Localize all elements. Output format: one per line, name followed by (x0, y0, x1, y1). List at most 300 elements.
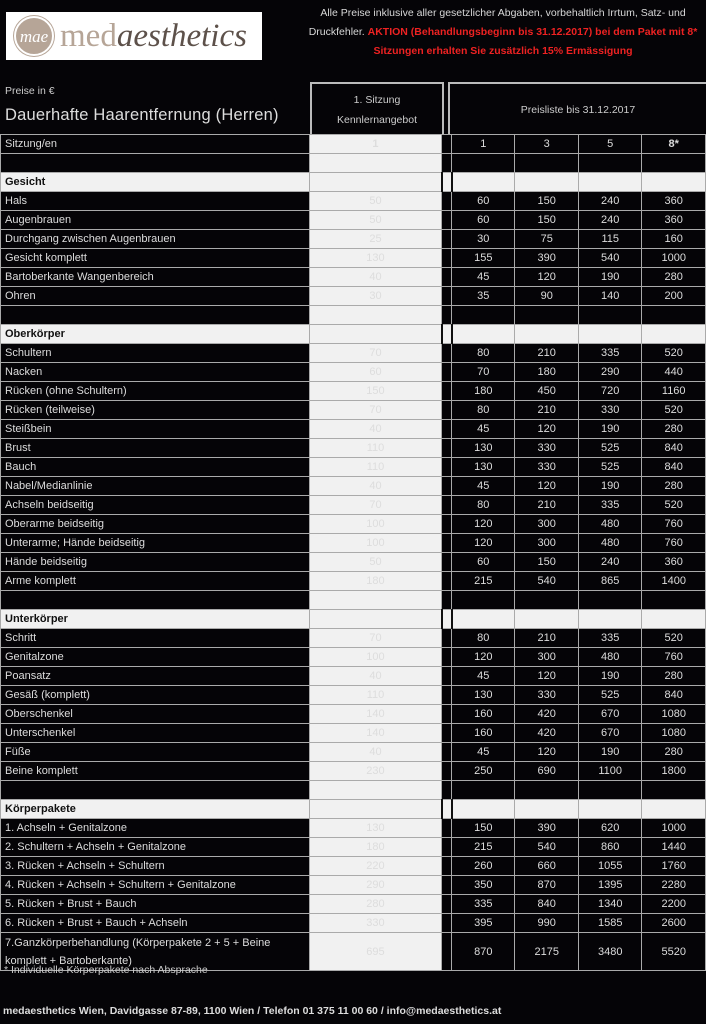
table-row (1, 553, 706, 572)
package-price: 120 (515, 420, 578, 439)
package-price: 840 (642, 686, 706, 705)
column-separator (442, 420, 452, 439)
table-row (1, 686, 706, 705)
package-price: 480 (578, 648, 641, 667)
package-price: 130 (452, 686, 515, 705)
empty-cell (452, 325, 515, 344)
treatment-name: Durchgang zwischen Augenbrauen (1, 230, 310, 249)
package-price: 525 (578, 439, 641, 458)
first-session-price: 180 (309, 572, 441, 591)
package-price: 1760 (642, 857, 706, 876)
column-separator (442, 477, 452, 496)
package-price: 80 (452, 496, 515, 515)
empty-cell (642, 610, 706, 629)
column-separator (442, 249, 452, 268)
empty-cell (515, 781, 578, 800)
spacer-row (1, 306, 706, 325)
package-price: 130 (452, 439, 515, 458)
empty-cell (578, 800, 641, 819)
logo-monogram-ae: ae (32, 26, 49, 46)
package-price: 280 (642, 420, 706, 439)
empty-cell (309, 306, 441, 325)
package-price: 80 (452, 401, 515, 420)
empty-cell (1, 154, 310, 173)
header-promo-text: Preisliste bis 31.12.2017 (520, 104, 636, 116)
package-price: 480 (578, 515, 641, 534)
package-price: 1080 (642, 705, 706, 724)
first-session-price: 40 (309, 667, 441, 686)
package-price: 240 (578, 553, 641, 572)
table-row (1, 629, 706, 648)
table-row (1, 648, 706, 667)
table-row (1, 838, 706, 857)
package-price: 190 (578, 420, 641, 439)
empty-cell (309, 781, 441, 800)
table-row (1, 876, 706, 895)
package-price: 860 (578, 838, 641, 857)
header-promo-pricelist (448, 82, 706, 134)
package-price: 440 (642, 363, 706, 382)
table-row (1, 401, 706, 420)
column-separator (442, 211, 452, 230)
spacer-row (1, 591, 706, 610)
treatment-name: Steißbein (1, 420, 310, 439)
column-separator (442, 306, 452, 325)
package-price: 870 (515, 876, 578, 895)
treatment-name: Bauch (1, 458, 310, 477)
column-separator (442, 458, 452, 477)
package-price: 760 (642, 515, 706, 534)
first-session-price: 40 (309, 420, 441, 439)
package-price: 290 (578, 363, 641, 382)
package-price: 155 (452, 249, 515, 268)
treatment-name: Gesicht komplett (1, 249, 310, 268)
package-price: 335 (578, 629, 641, 648)
logo-text-aesthetics: aesthetics (116, 17, 247, 54)
package-price: 1395 (578, 876, 641, 895)
empty-cell (452, 781, 515, 800)
package-price: 335 (578, 344, 641, 363)
package-price: 150 (452, 819, 515, 838)
section-title: Oberkörper (1, 325, 310, 344)
package-price: 480 (578, 534, 641, 553)
package-price: 520 (642, 401, 706, 420)
package-price: 390 (515, 249, 578, 268)
sessions-count: 3 (515, 135, 578, 154)
package-price: 1160 (642, 382, 706, 401)
column-separator (442, 724, 452, 743)
package-price: 120 (515, 477, 578, 496)
package-price: 210 (515, 344, 578, 363)
column-separator (442, 895, 452, 914)
column-separator (442, 382, 452, 401)
first-session-price: 100 (309, 515, 441, 534)
first-session-price: 110 (309, 439, 441, 458)
package-price: 120 (452, 515, 515, 534)
package-price: 1080 (642, 724, 706, 743)
column-separator (442, 515, 452, 534)
empty-cell (452, 800, 515, 819)
empty-cell (578, 610, 641, 629)
first-session-price: 280 (309, 895, 441, 914)
empty-cell (642, 173, 706, 192)
package-price: 190 (578, 667, 641, 686)
table-row (1, 287, 706, 306)
package-price: 120 (515, 743, 578, 762)
empty-cell (515, 591, 578, 610)
package-price: 690 (515, 762, 578, 781)
empty-cell (452, 154, 515, 173)
table-row (1, 344, 706, 363)
package-price: 45 (452, 743, 515, 762)
column-separator (442, 135, 452, 154)
package-price: 300 (515, 648, 578, 667)
first-session-price: 140 (309, 705, 441, 724)
package-price: 330 (515, 686, 578, 705)
treatment-name: Rücken (teilweise) (1, 401, 310, 420)
empty-cell (515, 173, 578, 192)
empty-cell (1, 591, 310, 610)
empty-cell (642, 781, 706, 800)
empty-cell (309, 610, 441, 629)
column-separator (442, 857, 452, 876)
column-separator (442, 591, 452, 610)
first-session-price: 110 (309, 686, 441, 705)
treatment-name: 3. Rücken + Achseln + Schultern (1, 857, 310, 876)
first-session-price: 40 (309, 268, 441, 287)
price-table (0, 134, 706, 971)
treatment-name: Rücken (ohne Schultern) (1, 382, 310, 401)
empty-cell (515, 610, 578, 629)
first-session-price: 130 (309, 249, 441, 268)
package-price: 130 (452, 458, 515, 477)
package-price: 330 (578, 401, 641, 420)
column-separator (442, 838, 452, 857)
first-session-price: 25 (309, 230, 441, 249)
treatment-name: Arme komplett (1, 572, 310, 591)
package-price: 45 (452, 667, 515, 686)
spacer-row (1, 781, 706, 800)
table-row (1, 420, 706, 439)
table-row (1, 458, 706, 477)
empty-cell (642, 154, 706, 173)
treatment-name: Ohren (1, 287, 310, 306)
package-price: 30 (452, 230, 515, 249)
package-price: 120 (452, 534, 515, 553)
package-price: 395 (452, 914, 515, 933)
package-price: 1400 (642, 572, 706, 591)
first-session-price: 70 (309, 344, 441, 363)
treatment-name: 4. Rücken + Achseln + Schultern + Genitalzone (1, 876, 310, 895)
package-price: 140 (578, 287, 641, 306)
treatment-name: Nacken (1, 363, 310, 382)
column-separator (442, 648, 452, 667)
treatment-name: Unterschenkel (1, 724, 310, 743)
treatment-name: Füße (1, 743, 310, 762)
empty-cell (642, 591, 706, 610)
first-session-price: 30 (309, 287, 441, 306)
empty-cell (452, 610, 515, 629)
first-session-price: 50 (309, 553, 441, 572)
table-row (1, 249, 706, 268)
package-price: 280 (642, 667, 706, 686)
column-separator (442, 686, 452, 705)
package-price: 45 (452, 477, 515, 496)
package-price: 160 (452, 705, 515, 724)
package-price: 360 (642, 553, 706, 572)
first-session-price: 70 (309, 629, 441, 648)
treatment-name: Bartoberkante Wangenbereich (1, 268, 310, 287)
table-row (1, 230, 706, 249)
treatment-name: Hände beidseitig (1, 553, 310, 572)
first-session-price: 100 (309, 648, 441, 667)
table-row (1, 724, 706, 743)
first-session-price: 130 (309, 819, 441, 838)
footer-contact: medaesthetics Wien, Davidgasse 87-89, 1100 Wien / Telefon 01 375 11 00 60 / info@medaesthetics.at (3, 1005, 502, 1017)
treatment-name: Gesäß (komplett) (1, 686, 310, 705)
logo-text-med: med (60, 17, 117, 54)
treatment-name: Schritt (1, 629, 310, 648)
empty-cell (309, 325, 441, 344)
treatment-name: Augenbrauen (1, 211, 310, 230)
column-separator (442, 154, 452, 173)
package-price: 215 (452, 838, 515, 857)
column-separator (442, 629, 452, 648)
first-session-price: 50 (309, 211, 441, 230)
logo-monogram-m: m (19, 26, 33, 46)
package-price: 215 (452, 572, 515, 591)
package-price: 1585 (578, 914, 641, 933)
column-separator (442, 610, 452, 629)
package-price: 180 (452, 382, 515, 401)
column-separator (442, 800, 452, 819)
package-price: 240 (578, 211, 641, 230)
column-separator (442, 192, 452, 211)
package-price: 360 (642, 211, 706, 230)
package-price: 280 (642, 743, 706, 762)
column-separator (442, 914, 452, 933)
first-session-price: 40 (309, 477, 441, 496)
empty-cell (309, 173, 441, 192)
package-price: 160 (452, 724, 515, 743)
package-price: 335 (452, 895, 515, 914)
empty-cell (452, 306, 515, 325)
package-price: 210 (515, 629, 578, 648)
package-price: 420 (515, 724, 578, 743)
package-price: 870 (452, 933, 515, 971)
column-separator (442, 705, 452, 724)
table-row (1, 515, 706, 534)
package-price: 1440 (642, 838, 706, 857)
first-session-price: 150 (309, 382, 441, 401)
package-price: 280 (642, 477, 706, 496)
package-price: 1055 (578, 857, 641, 876)
treatment-name: Oberarme beidseitig (1, 515, 310, 534)
empty-cell (309, 591, 441, 610)
sessions-row (1, 135, 706, 154)
column-separator (442, 496, 452, 515)
empty-cell (578, 306, 641, 325)
column-separator (442, 667, 452, 686)
section-header-row (1, 325, 706, 344)
package-price: 70 (452, 363, 515, 382)
first-session-price: 70 (309, 401, 441, 420)
package-price: 2200 (642, 895, 706, 914)
price-notice (300, 4, 706, 61)
package-price: 670 (578, 705, 641, 724)
first-session-price: 70 (309, 496, 441, 515)
package-price: 760 (642, 648, 706, 667)
table-row (1, 743, 706, 762)
package-price: 525 (578, 686, 641, 705)
package-price: 120 (515, 667, 578, 686)
empty-cell (515, 306, 578, 325)
package-price: 210 (515, 401, 578, 420)
package-price: 450 (515, 382, 578, 401)
package-price: 865 (578, 572, 641, 591)
table-row (1, 192, 706, 211)
empty-cell (642, 325, 706, 344)
package-price: 150 (515, 211, 578, 230)
package-price: 90 (515, 287, 578, 306)
package-price: 360 (642, 192, 706, 211)
empty-cell (515, 325, 578, 344)
package-price: 840 (515, 895, 578, 914)
package-price: 80 (452, 629, 515, 648)
treatment-name: 5. Rücken + Brust + Bauch (1, 895, 310, 914)
treatment-name: Brust (1, 439, 310, 458)
package-price: 520 (642, 496, 706, 515)
column-separator (442, 344, 452, 363)
empty-cell (642, 800, 706, 819)
treatment-name: 7.Ganzkörperbehandlung (Körperpakete 2 + 5 + Beine komplett + Bartoberkante) (1, 933, 310, 971)
first-session-price: 40 (309, 743, 441, 762)
package-price: 180 (515, 363, 578, 382)
package-price: 670 (578, 724, 641, 743)
first-session-price: 180 (309, 838, 441, 857)
empty-cell (1, 781, 310, 800)
column-separator (442, 534, 452, 553)
table-row (1, 914, 706, 933)
logo-monogram-icon (14, 16, 54, 56)
empty-cell (452, 591, 515, 610)
package-price: 660 (515, 857, 578, 876)
package-price: 3480 (578, 933, 641, 971)
table-row (1, 667, 706, 686)
header-first-session (310, 82, 444, 134)
package-price: 45 (452, 268, 515, 287)
treatment-name: 1. Achseln + Genitalzone (1, 819, 310, 838)
sessions-count: 5 (578, 135, 641, 154)
column-separator (442, 743, 452, 762)
empty-cell (1, 306, 310, 325)
first-session-price: 140 (309, 724, 441, 743)
package-price: 525 (578, 458, 641, 477)
empty-cell (452, 173, 515, 192)
package-price: 200 (642, 287, 706, 306)
package-price: 620 (578, 819, 641, 838)
package-price: 75 (515, 230, 578, 249)
table-row (1, 857, 706, 876)
notice-promotion-text: AKTION (Behandlungsbeginn bis 31.12.2017) bei dem Paket mit 8* Sitzungen erhalten Sie zusätzlich 15% Ermässigung (367, 26, 698, 57)
header-first-session-line1: 1. Sitzung (353, 94, 401, 106)
currency-label: Preise in € (5, 85, 55, 97)
package-price: 120 (452, 648, 515, 667)
package-price: 1340 (578, 895, 641, 914)
package-price: 390 (515, 819, 578, 838)
notice-legal-text: Alle Preise inklusive aller gesetzlicher Abgaben, vorbehaltlich Irrtum, Satz- und Druckfehler. (308, 7, 686, 38)
package-price: 350 (452, 876, 515, 895)
package-price: 150 (515, 553, 578, 572)
package-price: 150 (515, 192, 578, 211)
first-session-price: 330 (309, 914, 441, 933)
package-price: 120 (515, 268, 578, 287)
table-row (1, 382, 706, 401)
package-price: 280 (642, 268, 706, 287)
treatment-name: Poansatz (1, 667, 310, 686)
treatment-name: Achseln beidseitig (1, 496, 310, 515)
treatment-name: Beine komplett (1, 762, 310, 781)
package-price: 250 (452, 762, 515, 781)
package-price: 840 (642, 458, 706, 477)
package-price: 5520 (642, 933, 706, 971)
package-price: 45 (452, 420, 515, 439)
package-price: 190 (578, 743, 641, 762)
first-session-price: 110 (309, 458, 441, 477)
first-session-price: 290 (309, 876, 441, 895)
sessions-count: 1 (452, 135, 515, 154)
package-price: 335 (578, 496, 641, 515)
package-price: 420 (515, 705, 578, 724)
package-price: 190 (578, 477, 641, 496)
package-price: 2600 (642, 914, 706, 933)
spacer-row (1, 154, 706, 173)
package-price: 520 (642, 344, 706, 363)
package-price: 1800 (642, 762, 706, 781)
section-header-row (1, 800, 706, 819)
table-row (1, 705, 706, 724)
package-price: 520 (642, 629, 706, 648)
table-row (1, 762, 706, 781)
header-first-session-line2: Kennlernangebot (337, 114, 417, 126)
first-session-price: 695 (309, 933, 441, 971)
company-logo (6, 12, 262, 60)
column-separator (442, 230, 452, 249)
package-price: 60 (452, 553, 515, 572)
package-price: 35 (452, 287, 515, 306)
empty-cell (578, 591, 641, 610)
package-price: 540 (515, 572, 578, 591)
package-price: 330 (515, 439, 578, 458)
table-row (1, 363, 706, 382)
package-price: 80 (452, 344, 515, 363)
empty-cell (642, 306, 706, 325)
empty-cell (578, 325, 641, 344)
table-row (1, 572, 706, 591)
section-title: Gesicht (1, 173, 310, 192)
footnote: * Individuelle Körperpakete nach Absprache (4, 964, 208, 976)
empty-cell (578, 154, 641, 173)
table-row (1, 496, 706, 515)
sessions-first: 1 (309, 135, 441, 154)
package-price: 1100 (578, 762, 641, 781)
package-price: 190 (578, 268, 641, 287)
table-row (1, 268, 706, 287)
empty-cell (309, 800, 441, 819)
treatment-name: 2. Schultern + Achseln + Genitalzone (1, 838, 310, 857)
table-row (1, 819, 706, 838)
package-price: 240 (578, 192, 641, 211)
